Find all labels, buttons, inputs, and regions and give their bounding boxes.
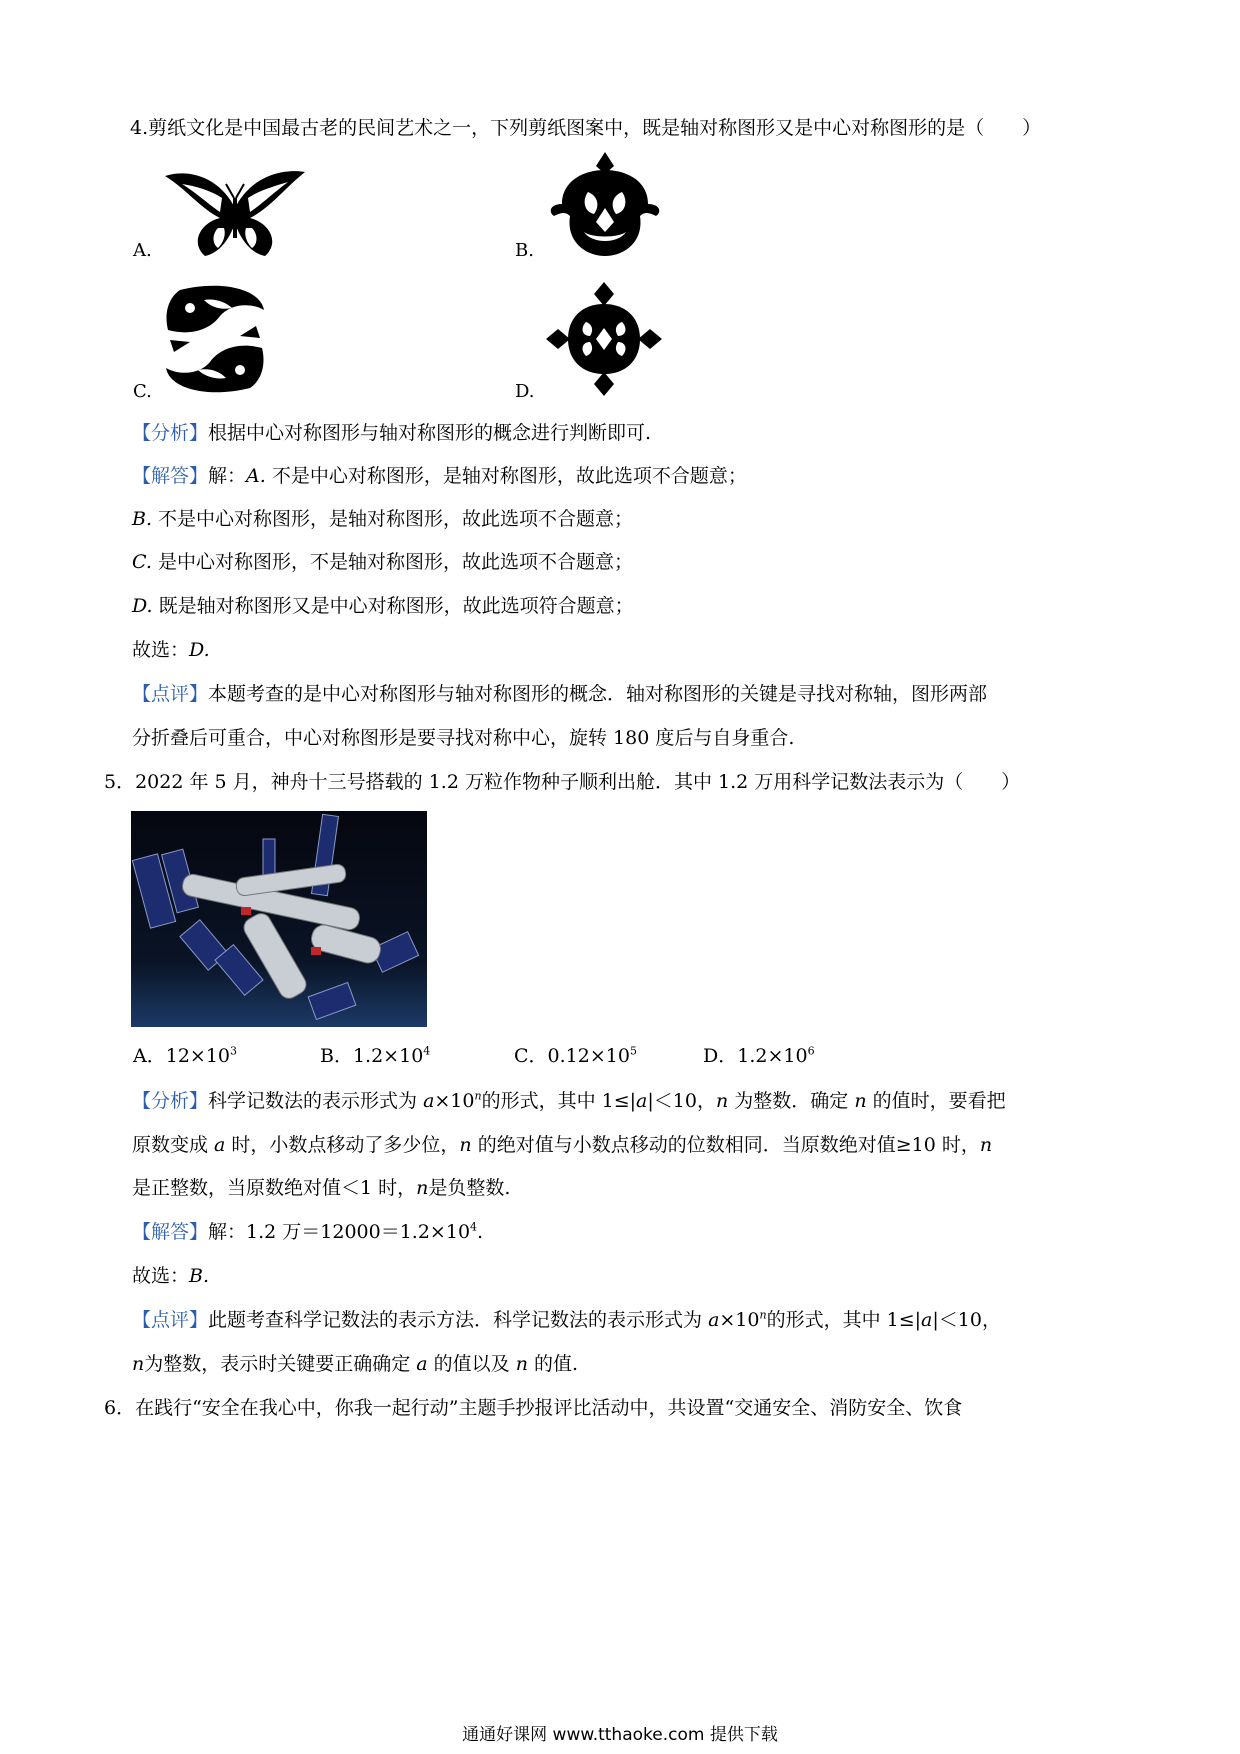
q4-answer-letter-d: D.: [132, 595, 153, 617]
q5-option-d[interactable]: [703, 1042, 815, 1070]
var-n: n: [474, 1089, 482, 1103]
q4-answer-text-d: 既是轴对称图形又是中心对称图形，故此选项符合题意；: [152, 595, 634, 617]
q5-analysis-text: 的形式，其中 1≤|: [481, 1090, 637, 1112]
q4-stem: 4.剪纸文化是中国最古老的民间艺术之一，下列剪纸图案中，既是轴对称图形又是中心对称图形的是（ ）: [130, 117, 1042, 139]
var-a: a: [423, 1090, 435, 1112]
q4-comment-2: 分折叠后可重合，中心对称图形是要寻找对称中心，旋转 180 度后与自身重合.: [132, 727, 795, 749]
q5-comment-2: [132, 1350, 578, 1378]
var-a: a: [214, 1134, 226, 1156]
fish-papercut-image: [160, 280, 270, 398]
q5-choice: [132, 1262, 209, 1290]
var-a: a: [416, 1353, 428, 1375]
q5-comment-1: [132, 1306, 1001, 1334]
q4-answer-letter-b: B.: [132, 508, 153, 530]
q5-option-c-base: 0.12×10: [547, 1045, 630, 1067]
q4-analysis-text: 根据中心对称图形与轴对称图形的概念进行判断即可.: [208, 422, 652, 444]
q5-option-c-label: C．: [514, 1045, 548, 1067]
ornament-papercut-image-b: [548, 152, 662, 258]
q5-option-c-exp: 5: [629, 1044, 637, 1058]
var-n: n: [416, 1177, 429, 1199]
var-n: n: [979, 1134, 993, 1156]
var-n: n: [759, 1308, 767, 1322]
q5-comment-text: |＜10，: [932, 1309, 1001, 1331]
q4-answer-line-d: [132, 592, 634, 620]
q5-option-d-label: D．: [703, 1045, 738, 1067]
q4-option-b-label: B.: [515, 240, 534, 261]
q4-answer-text-a: 不是中心对称图形，是轴对称图形，故此选项不合题意；: [265, 465, 747, 487]
q4-answer-lead: 解：: [208, 465, 247, 487]
q5-choice-letter: B.: [189, 1265, 210, 1287]
comment-tag: 【点评】: [132, 683, 209, 705]
answer-tag: 【解答】: [132, 1221, 209, 1243]
q4-comment-text-1: 本题考查的是中心对称图形与轴对称图形的概念．轴对称图形的关键是寻找对称轴，图形两部: [208, 683, 988, 705]
q5-analysis-text: 是负整数.: [428, 1177, 511, 1199]
q5-analysis-text: |＜10，: [647, 1090, 716, 1112]
var-n: n: [132, 1353, 145, 1375]
q5-option-c[interactable]: [514, 1042, 637, 1070]
q5-comment-text: 的值以及: [427, 1353, 516, 1375]
q5-option-a-base: 12×10: [165, 1045, 231, 1067]
ornament-papercut-image-d: [546, 282, 662, 396]
q6-stem: 6．在践行“安全在我心中，你我一起行动”主题手抄报评比活动中，共设置“交通安全、消防安全、饮食: [104, 1397, 963, 1419]
q5-comment-text: 的形式，其中 1≤|: [766, 1309, 922, 1331]
q5-option-b-label: B．: [320, 1045, 353, 1067]
q5-comment-text: 此题考查科学记数法的表示方法．科学记数法的表示形式为: [208, 1309, 709, 1331]
q4-option-a-label: A.: [133, 240, 152, 261]
q5-option-a[interactable]: [133, 1042, 237, 1070]
q5-analysis-text: 是正整数，当原数绝对值＜1 时，: [132, 1177, 417, 1199]
var-n: n: [715, 1090, 729, 1112]
q4-choice-prefix: 故选：: [132, 639, 190, 661]
q5-answer: [132, 1218, 483, 1246]
q4-answer-text-c: 是中心对称图形，不是轴对称图形，故此选项不合题意；: [151, 551, 633, 573]
times-ten: ×10: [434, 1090, 475, 1112]
q5-option-d-base: 1.2×10: [737, 1045, 808, 1067]
var-n: n: [459, 1134, 472, 1156]
q4-answer-line-b: [132, 505, 633, 533]
q4-answer-text-b: 不是中心对称图形，是轴对称图形，故此选项不合题意；: [152, 508, 634, 530]
q4-answer-letter-a: A.: [246, 465, 266, 487]
q5-option-a-exp: 3: [230, 1044, 238, 1058]
q4-answer-line-c: [132, 548, 633, 576]
q5-option-b-base: 1.2×10: [352, 1045, 424, 1067]
q4-answer-line-a: [132, 462, 747, 490]
q5-option-a-label: A．: [133, 1045, 166, 1067]
q5-comment-text: 为整数，表示时关键要正确确定: [144, 1353, 417, 1375]
q5-answer-text: 解：1.2 万＝12000＝1.2×10: [208, 1221, 471, 1243]
space-station-photo: [131, 811, 427, 1027]
q5-analysis-text: 的值时，要看把: [866, 1090, 1006, 1112]
times-ten: ×10: [719, 1309, 760, 1331]
analysis-tag: 【分析】: [132, 422, 209, 444]
comment-tag: 【点评】: [132, 1309, 209, 1331]
q5-analysis-1: [132, 1087, 1006, 1115]
q5-answer-end: .: [477, 1221, 484, 1243]
answer-tag: 【解答】: [132, 465, 209, 487]
var-n: n: [854, 1090, 867, 1112]
q4-option-d-label: D.: [515, 381, 535, 402]
var-n: n: [515, 1353, 528, 1375]
q5-option-d-exp: 6: [807, 1044, 815, 1058]
q5-option-b-exp: 4: [423, 1044, 431, 1058]
q5-option-b[interactable]: [320, 1042, 430, 1070]
q4-choice: [132, 636, 210, 664]
analysis-tag: 【分析】: [132, 1090, 209, 1112]
q5-stem: 5．2022 年 5 月，神舟十三号搭载的 1.2 万粒作物种子顺利出舱．其中 1.2 万用科学记数法表示为（ ）: [104, 771, 1021, 793]
var-a: a: [636, 1090, 648, 1112]
q4-comment-1: [132, 680, 987, 708]
q4-choice-letter: D.: [189, 639, 210, 661]
q5-analysis-text: 为整数．确定: [728, 1090, 855, 1112]
q5-analysis-text: 科学记数法的表示形式为: [208, 1090, 424, 1112]
butterfly-papercut-image: [160, 168, 310, 260]
q5-choice-prefix: 故选：: [132, 1265, 190, 1287]
q5-analysis-text: 原数变成: [132, 1134, 215, 1156]
q5-answer-exp: 4: [470, 1220, 478, 1234]
var-a: a: [921, 1309, 933, 1331]
q4-answer-letter-c: C.: [132, 551, 152, 573]
page-footer: 通通好课网 www.tthaoke.com 提供下载: [462, 1725, 778, 1745]
q5-comment-text: 的值.: [527, 1353, 579, 1375]
q5-analysis-3: [132, 1174, 510, 1202]
q4-analysis: [132, 419, 651, 447]
q5-analysis-text: 时，小数点移动了多少位，: [225, 1134, 460, 1156]
q5-analysis-text: 的绝对值与小数点移动的位数相同．当原数绝对值≥10 时，: [471, 1134, 980, 1156]
q4-option-c-label: C.: [133, 381, 152, 402]
q5-analysis-2: [132, 1131, 992, 1159]
var-a: a: [708, 1309, 720, 1331]
